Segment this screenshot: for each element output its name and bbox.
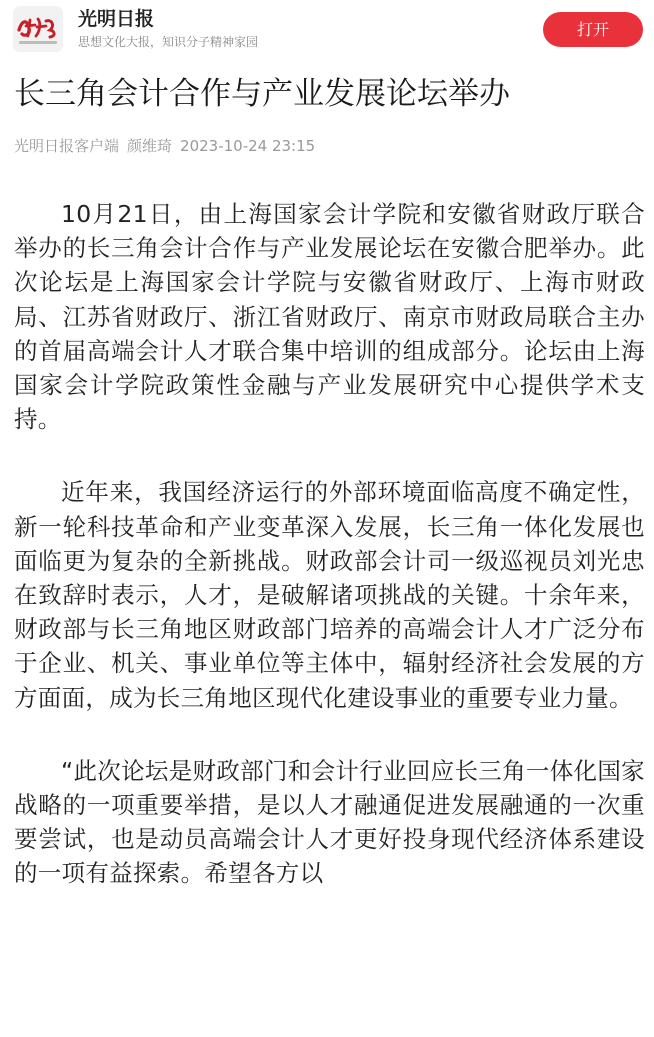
article-author: 颜维琦 [127, 137, 173, 155]
article-source: 光明日报客户端 [14, 137, 120, 155]
article-paragraph: “此次论坛是财政部门和会计行业回应长三角一体化国家战略的一项重要举措，是以人才融通促进发展融通的一次重要尝试，也是动员高端会计人才更好投身现代经济体系建设的一项有益探索。希望各方以 [14, 756, 645, 888]
app-name: 光明日报 [78, 8, 155, 30]
article-title: 长三角会计合作与产业发展论坛举办 [14, 76, 510, 112]
article-datetime: 2023-10-24 23:15 [180, 137, 316, 155]
article-body [14, 197, 645, 930]
guangming-daily-logo-icon [13, 6, 63, 52]
article-meta [14, 136, 315, 156]
article-paragraph: 10月21日，由上海国家会计学院和安徽省财政厅联合举办的长三角会计合作与产业发展论坛在安徽合肥举办。此次论坛是上海国家会计学院与安徽省财政厅、上海市财政局、江苏省财政厅、浙江省财政厅、南京市财政局联合主办的首届高端会计人才联合集中培训的组成部分。论坛由上海国家会计学院政策性金融与产业发展研究中心提供学术支持。 [14, 200, 645, 434]
app-download-bar [0, 0, 654, 58]
article-paragraph: 近年来，我国经济运行的外部环境面临高度不确定性，新一轮科技革命和产业变革深入发展，长三角一体化发展也面临更为复杂的全新挑战。财政部会计司一级巡视员刘光忠在致辞时表示，人才，是破解诸项挑战的关键。十余年来，财政部与长三角地区财政部门培养的高端会计人才广泛分布于企业、机关、事业单位等主体中，辐射经济社会发展的方方面面，成为长三角地区现代化建设事业的重要专业力量。 [14, 478, 645, 712]
open-app-button[interactable]: 打开 [543, 12, 643, 47]
app-slogan: 思想文化大报，知识分子精神家园 [78, 35, 259, 49]
